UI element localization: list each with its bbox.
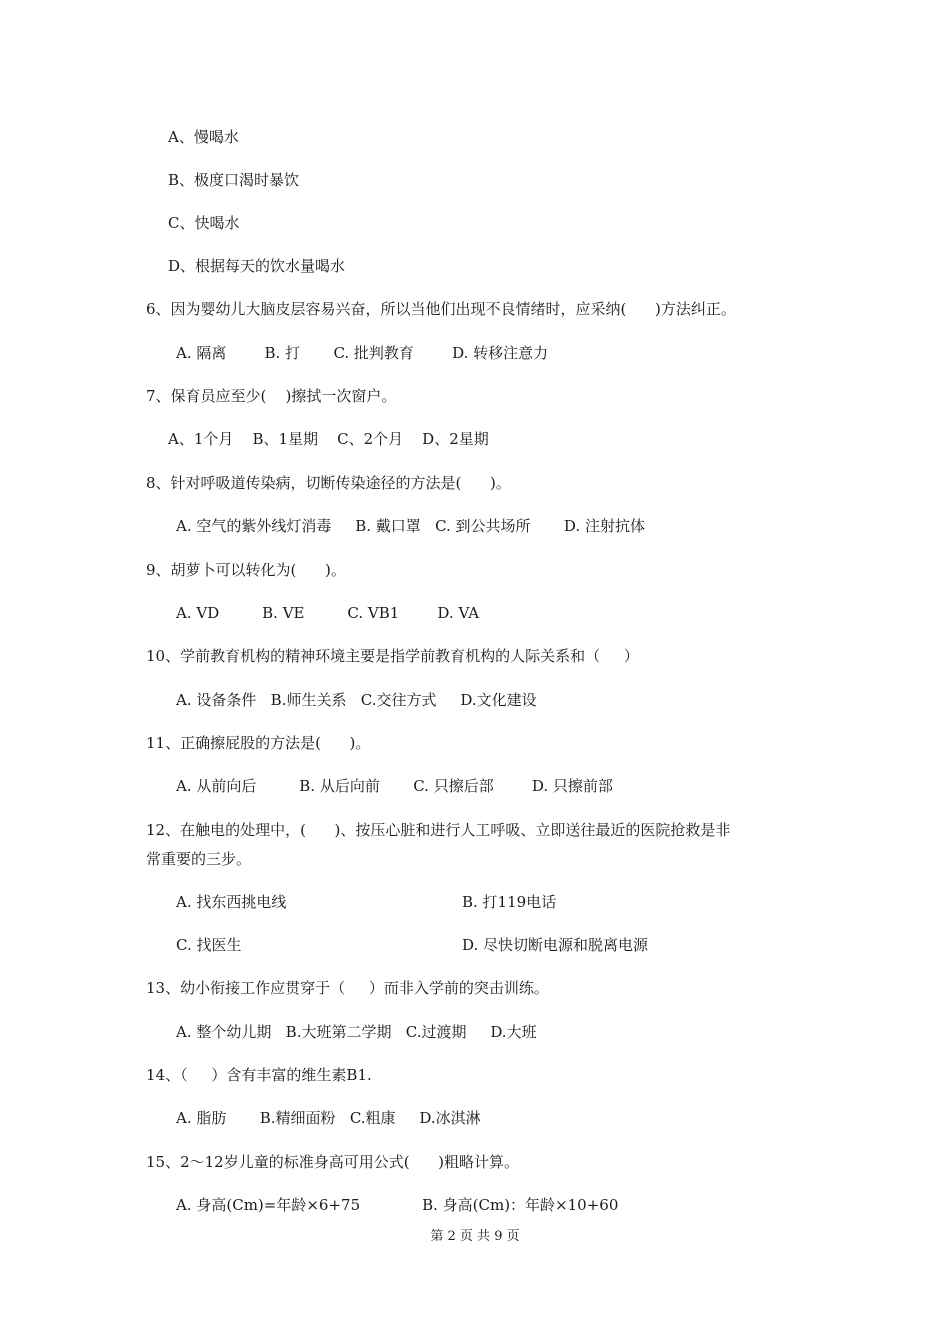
- q7-text: 7、保育员应至少( )擦拭一次窗户。: [146, 387, 397, 405]
- q10-text: 10、学前教育机构的精神环境主要是指学前教育机构的人际关系和（ ）: [146, 647, 639, 665]
- q11-text: 11、正确擦屁股的方法是( )。: [146, 734, 371, 752]
- q13-text: 13、幼小衔接工作应贯穿于（ ）而非入学前的突击训练。: [146, 979, 549, 997]
- q12-option-d: D. 尽快切断电源和脱离电源: [462, 936, 649, 954]
- q6-text: 6、因为婴幼儿大脑皮层容易兴奋，所以当他们出现不良情绪时，应采纳( )方法纠正。: [146, 300, 736, 318]
- q9-text: 9、胡萝卜可以转化为( )。: [146, 561, 346, 579]
- q8-text: 8、针对呼吸道传染病，切断传染途径的方法是( )。: [146, 474, 511, 492]
- q12-text-line1: 12、在触电的处理中，( )、按压心脏和进行人工呼吸、立即送往最近的医院抢救是非: [146, 821, 731, 839]
- q12-option-a: A. 找东西挑电线: [176, 893, 287, 911]
- q9-options: A. VD B. VE C. VB1 D. VA: [176, 604, 480, 622]
- q12-option-b: B. 打119电话: [462, 893, 557, 911]
- q15-text: 15、2～12岁儿童的标准身高可用公式( )粗略计算。: [146, 1153, 520, 1171]
- q14-text: 14、（ ）含有丰富的维生素B1.: [146, 1066, 372, 1084]
- q12-text-line2: 常重要的三步。: [146, 850, 252, 868]
- q7-options: A、1个月 B、1星期 C、2个月 D、2星期: [168, 430, 489, 448]
- q5-option-a: A、慢喝水: [168, 128, 239, 146]
- q14-options: A. 脂肪 B.精细面粉 C.粗康 D.冰淇淋: [176, 1109, 481, 1127]
- q6-options: A. 隔离 B. 打 C. 批判教育 D. 转移注意力: [176, 344, 549, 362]
- q5-option-c: C、快喝水: [168, 214, 240, 232]
- q5-option-b: B、极度口渴时暴饮: [168, 171, 300, 189]
- q12-option-c: C. 找医生: [176, 936, 242, 954]
- q8-options: A. 空气的紫外线灯消毒 B. 戴口罩 C. 到公共场所 D. 注射抗体: [176, 517, 645, 535]
- q5-option-d: D、根据每天的饮水量喝水: [168, 257, 346, 275]
- page-number-footer: 第 2 页 共 9 页: [430, 1229, 520, 1244]
- q15-options: A. 身高(Cm)=年龄×6+75 B. 身高(Cm)：年龄×10+60: [176, 1196, 619, 1214]
- q11-options: A. 从前向后 B. 从后向前 C. 只擦后部 D. 只擦前部: [176, 777, 613, 795]
- q10-options: A. 设备条件 B.师生关系 C.交往方式 D.文化建设: [176, 691, 537, 709]
- q13-options: A. 整个幼儿期 B.大班第二学期 C.过渡期 D.大班: [176, 1023, 537, 1041]
